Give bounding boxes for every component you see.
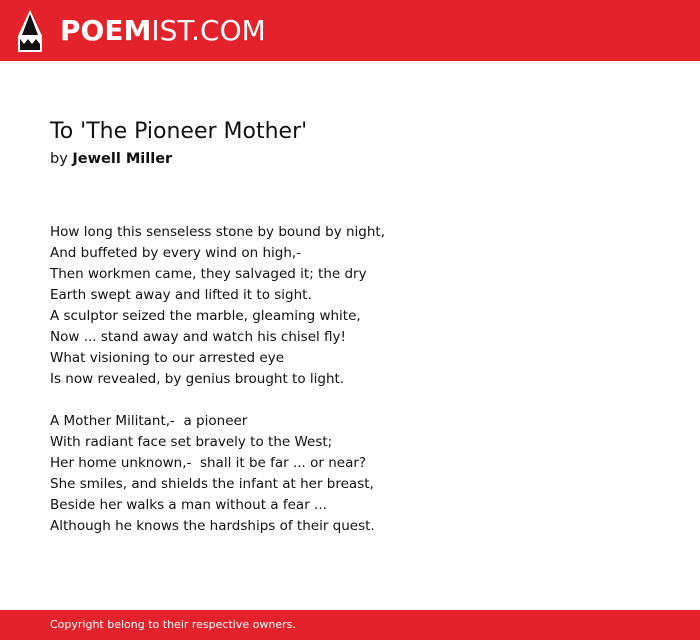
poem-line: Now ... stand away and watch his chisel fly! <box>50 329 346 345</box>
poem-line: And buffeted by every wind on high,- <box>50 245 302 261</box>
stanza-2 <box>50 411 670 537</box>
site-logo-text <box>60 10 266 52</box>
poem-line: Although he knows the hardships of their quest. <box>50 518 375 534</box>
copyright-notice: Copyright belong to their respective owners. <box>50 618 296 631</box>
poem-line: A Mother Militant,- a pioneer <box>50 413 248 429</box>
poem-line: She smiles, and shields the infant at her breast, <box>50 476 374 492</box>
poem-line: A sculptor seized the marble, gleaming white, <box>50 308 361 324</box>
poem-author[interactable]: Jewell Miller <box>72 151 173 167</box>
site-footer <box>0 610 700 640</box>
poem-body <box>50 222 670 537</box>
poem-content <box>50 116 670 558</box>
stanza-1 <box>50 222 670 390</box>
poem-line: With radiant face set bravely to the West; <box>50 434 333 450</box>
poem-line: Is now revealed, by genius brought to light. <box>50 371 345 387</box>
poem-line: Beside her walks a man without a fear ... <box>50 497 327 513</box>
logo-text-bold: POEM <box>60 14 152 47</box>
logo-text-light: IST.COM <box>151 14 266 47</box>
poem-line: Her home unknown,- shall it be far ... or near? <box>50 455 367 471</box>
poem-title: To 'The Pioneer Mother' <box>50 119 308 144</box>
pencil-icon <box>18 10 42 52</box>
poem-line: Then workmen came, they salvaged it; the dry <box>50 266 367 282</box>
poem-line: What visioning to our arrested eye <box>50 350 285 366</box>
poem-byline <box>50 148 670 170</box>
site-header <box>0 0 700 61</box>
byline-prefix: by <box>50 151 68 167</box>
site-logo[interactable] <box>18 10 266 52</box>
poem-line: How long this senseless stone by bound by night, <box>50 224 386 240</box>
poem-line: Earth swept away and lifted it to sight. <box>50 287 312 303</box>
